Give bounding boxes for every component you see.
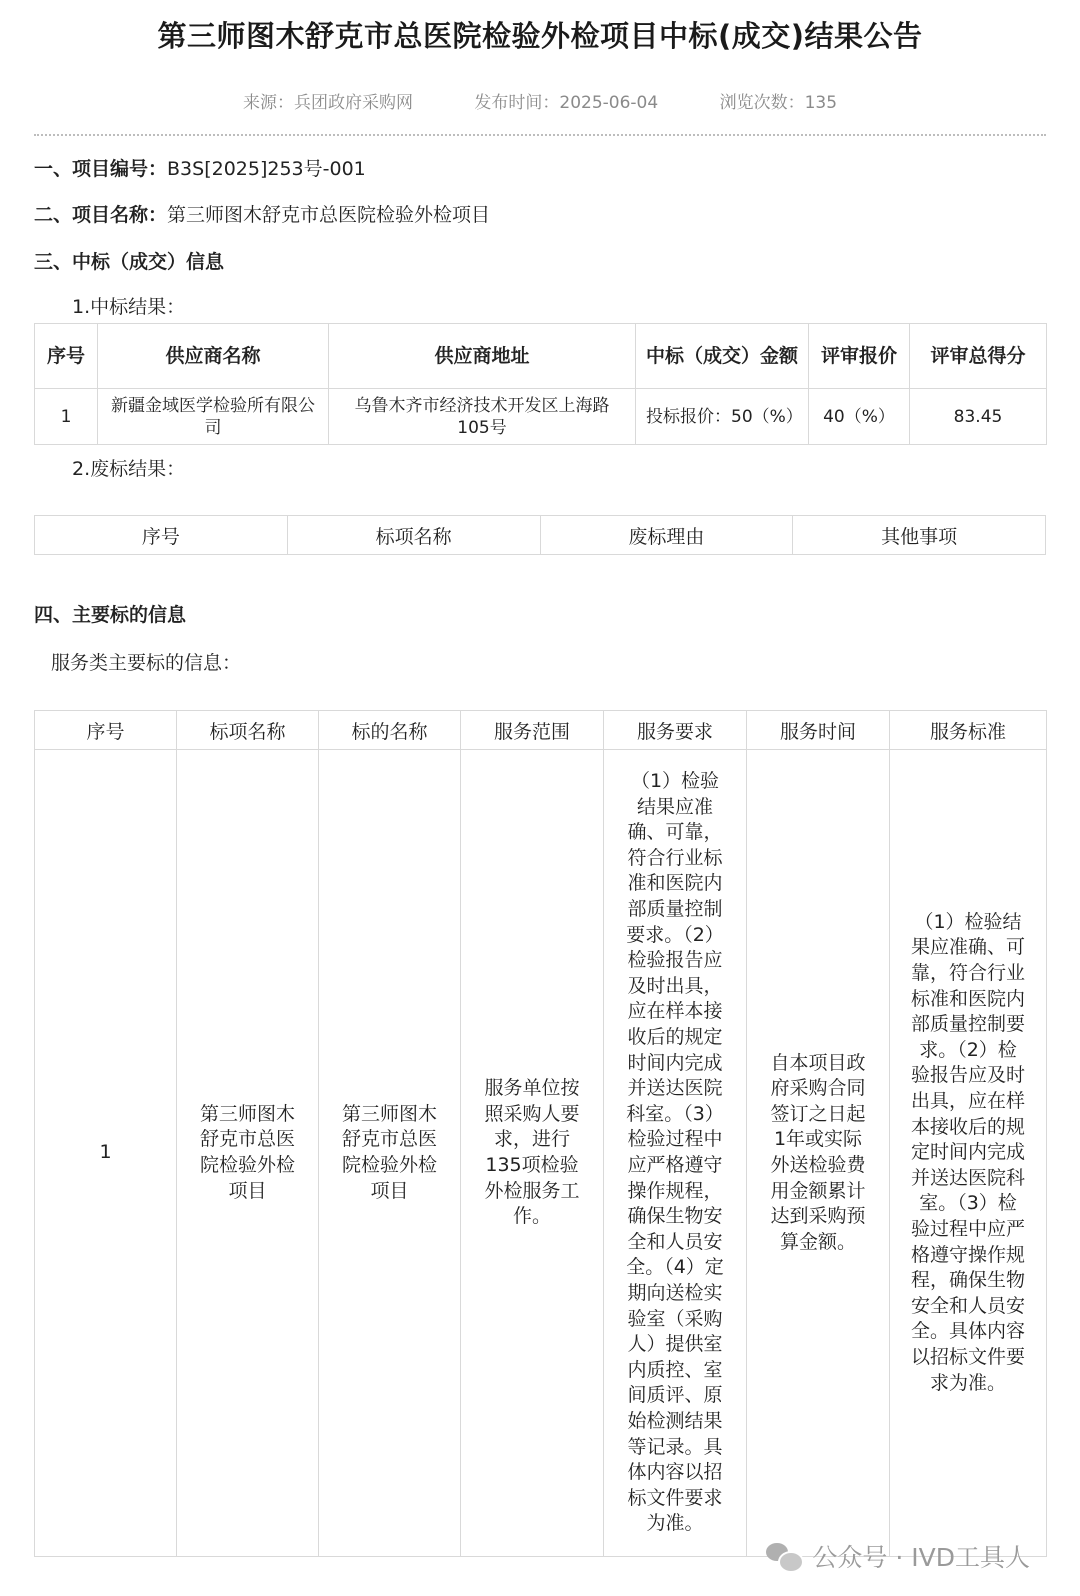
header-cell: 中标（成交）金额 <box>636 324 809 389</box>
header-cell: 标的名称 <box>319 711 461 750</box>
table-cell: （1）检验结果应准确、可靠，符合行业标准和医院内部质量控制要求。（2）检验报告应及时出具，应在样本接收后的规定时间内完成并送达医院科室。（3）检验过程中应严格遵守操作规程，确保生物安全和人员安全。（4）定期向送检实验室（采购人）提供室内质控、室间质评、原始检测结果等记录。具体内容以招标文件要求为准。 <box>604 750 747 1557</box>
table-cell: 83.45 <box>910 389 1047 445</box>
header-cell: 评审总得分 <box>910 324 1047 389</box>
table-row <box>35 750 1047 1557</box>
page-title: 第三师图木舒克市总医院检验外检项目中标(成交)结果公告 <box>157 19 923 53</box>
header-cell: 标项名称 <box>177 711 319 750</box>
header-cell: 评审报价 <box>809 324 910 389</box>
watermark-text: 公众号 · IVD工具人 <box>812 1543 1030 1572</box>
table-cell: 新疆金域医学检验所有限公司 <box>98 389 329 445</box>
section-label: 三、中标（成交）信息 <box>34 251 225 273</box>
table-cell: 服务单位按照采购人要求，进行135项检验外检服务工作。 <box>461 750 604 1557</box>
section-award-info <box>34 247 224 274</box>
table-cell: 第三师图木舒克市总医院检验外检项目 <box>177 750 319 1557</box>
meta-publish-time: 发布时间：2025-06-04 <box>474 93 659 113</box>
table-cell: 1 <box>35 389 98 445</box>
section-main-subject <box>34 600 186 627</box>
section-label: 一、项目编号： <box>34 158 168 180</box>
header-cell: 标项名称 <box>287 516 540 555</box>
header-cell: 序号 <box>35 711 177 750</box>
table-header-row <box>35 711 1047 750</box>
table-cell: 40（%） <box>809 389 910 445</box>
failed-result-heading: 2.废标结果： <box>72 458 186 480</box>
project-number-value: B3S[2025]253号-001 <box>167 158 366 180</box>
table-cell: 1 <box>35 750 177 1557</box>
award-table <box>34 323 1047 445</box>
header-divider <box>34 134 1046 136</box>
table-cell: 乌鲁木齐市经济技术开发区上海路105号 <box>329 389 636 445</box>
header-cell: 供应商地址 <box>329 324 636 389</box>
header-cell: 其他事项 <box>793 516 1046 555</box>
failed-table <box>34 515 1046 555</box>
section-project-name <box>34 200 490 227</box>
service-subject-heading: 服务类主要标的信息： <box>51 652 242 674</box>
table-header-row <box>35 324 1047 389</box>
wechat-icon <box>766 1541 802 1571</box>
table-cell: （1）检验结果应准确、可靠，符合行业标准和医院内部质量控制要求。（2）检验报告应及时出具，应在样本接收后的规定时间内完成并送达医院科室。（3）检验过程中应严格遵守操作规程，确保生物安全和人员安全。具体内容以招标文件要求为准。 <box>890 750 1047 1557</box>
section-project-number <box>34 154 366 181</box>
header-cell: 废标理由 <box>540 516 793 555</box>
header-cell: 服务标准 <box>890 711 1047 750</box>
header-cell: 供应商名称 <box>98 324 329 389</box>
award-result-heading: 1.中标结果： <box>72 296 186 318</box>
table-cell: 自本项目政府采购合同签订之日起1年或实际外送检验费用金额累计达到采购预算金额。 <box>747 750 890 1557</box>
header-cell: 服务要求 <box>604 711 747 750</box>
table-cell: 第三师图木舒克市总医院检验外检项目 <box>319 750 461 1557</box>
service-table <box>34 710 1047 1557</box>
table-cell: 投标报价：50（%） <box>636 389 809 445</box>
header-cell: 序号 <box>35 324 98 389</box>
table-header-row <box>35 516 1046 555</box>
header-cell: 服务时间 <box>747 711 890 750</box>
meta-views: 浏览次数：135 <box>719 93 838 113</box>
watermark <box>766 1538 1030 1574</box>
meta-source: 来源：兵团政府采购网 <box>242 93 413 113</box>
meta-info <box>0 88 1080 113</box>
table-row <box>35 389 1047 445</box>
section-label: 二、项目名称： <box>34 204 168 226</box>
header-cell: 服务范围 <box>461 711 604 750</box>
project-name-value: 第三师图木舒克市总医院检验外检项目 <box>167 204 491 226</box>
header-cell: 序号 <box>35 516 288 555</box>
section-label: 四、主要标的信息 <box>34 604 187 626</box>
